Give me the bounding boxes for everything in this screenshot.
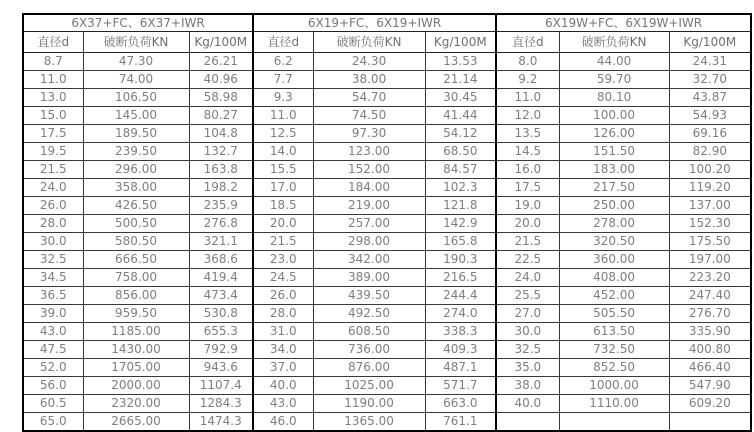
group-title-6x19w: 6X19W+FC、6X19W+IWR — [496, 14, 751, 32]
weight-cell: 1284.3 — [189, 395, 253, 413]
breaking-load-cell: 439.50 — [313, 287, 425, 305]
breaking-load-cell: 100.00 — [559, 107, 669, 125]
breaking-load-cell: 320.50 — [559, 233, 669, 251]
weight-cell: 244.4 — [425, 287, 496, 305]
breaking-load-cell: 189.50 — [83, 125, 189, 143]
breaking-load-cell: 492.50 — [313, 305, 425, 323]
weight-cell: 400.80 — [669, 341, 751, 359]
diameter-cell: 19.0 — [496, 197, 559, 215]
diameter-cell: 65.0 — [23, 413, 83, 432]
table-row — [23, 359, 751, 377]
breaking-load-cell: 360.00 — [559, 251, 669, 269]
diameter-cell: 17.5 — [23, 125, 83, 143]
breaking-load-cell: 54.70 — [313, 89, 425, 107]
weight-cell: 1474.3 — [189, 413, 253, 432]
weight-cell: 473.4 — [189, 287, 253, 305]
diameter-cell: 15.0 — [23, 107, 83, 125]
weight-cell: 571.7 — [425, 377, 496, 395]
breaking-load-cell: 389.00 — [313, 269, 425, 287]
diameter-cell: 13.5 — [496, 125, 559, 143]
breaking-load-cell: 876.00 — [313, 359, 425, 377]
breaking-load-cell: 342.00 — [313, 251, 425, 269]
diameter-cell: 47.5 — [23, 341, 83, 359]
breaking-load-cell: 106.50 — [83, 89, 189, 107]
breaking-load-cell: 123.00 — [313, 143, 425, 161]
breaking-load-cell: 608.50 — [313, 323, 425, 341]
breaking-load-cell: 1705.00 — [83, 359, 189, 377]
diameter-cell: 31.0 — [253, 323, 313, 341]
table-row — [23, 251, 751, 269]
diameter-cell: 11.0 — [496, 89, 559, 107]
diameter-cell: 43.0 — [253, 395, 313, 413]
breaking-load-cell: 1110.00 — [559, 395, 669, 413]
col-header-breaking-load: 破断负荷KN — [559, 32, 669, 53]
col-header-diameter: 直径d — [253, 32, 313, 53]
weight-cell: 58.98 — [189, 89, 253, 107]
breaking-load-cell: 2320.00 — [83, 395, 189, 413]
weight-cell: 43.87 — [669, 89, 751, 107]
table-row — [23, 125, 751, 143]
weight-cell: 547.90 — [669, 377, 751, 395]
diameter-cell: 24.0 — [23, 179, 83, 197]
weight-cell: 190.3 — [425, 251, 496, 269]
breaking-load-cell: 1365.00 — [313, 413, 425, 432]
breaking-load-cell: 239.50 — [83, 143, 189, 161]
weight-cell: 41.44 — [425, 107, 496, 125]
diameter-cell: 23.0 — [253, 251, 313, 269]
breaking-load-cell: 151.50 — [559, 143, 669, 161]
col-header-breaking-load: 破断负荷KN — [313, 32, 425, 53]
breaking-load-cell: 1430.00 — [83, 341, 189, 359]
breaking-load-cell: 505.50 — [559, 305, 669, 323]
breaking-load-cell: 296.00 — [83, 161, 189, 179]
breaking-load-cell: 408.00 — [559, 269, 669, 287]
breaking-load-cell: 97.30 — [313, 125, 425, 143]
diameter-cell: 28.0 — [253, 305, 313, 323]
breaking-load-cell: 24.30 — [313, 53, 425, 71]
breaking-load-cell: 613.50 — [559, 323, 669, 341]
diameter-cell: 25.5 — [496, 287, 559, 305]
breaking-load-cell: 74.50 — [313, 107, 425, 125]
table-row — [23, 89, 751, 107]
diameter-cell: 8.7 — [23, 53, 83, 71]
breaking-load-cell: 1025.00 — [313, 377, 425, 395]
breaking-load-cell: 666.50 — [83, 251, 189, 269]
breaking-load-cell: 758.00 — [83, 269, 189, 287]
diameter-cell: 36.5 — [23, 287, 83, 305]
diameter-cell: 14.0 — [253, 143, 313, 161]
weight-cell: 142.9 — [425, 215, 496, 233]
breaking-load-cell: 856.00 — [83, 287, 189, 305]
diameter-cell: 35.0 — [496, 359, 559, 377]
breaking-load-cell: 500.50 — [83, 215, 189, 233]
table-row — [23, 341, 751, 359]
table-row — [23, 71, 751, 89]
diameter-cell: 43.0 — [23, 323, 83, 341]
breaking-load-cell: 736.00 — [313, 341, 425, 359]
breaking-load-cell: 145.00 — [83, 107, 189, 125]
weight-cell: 530.8 — [189, 305, 253, 323]
weight-cell: 247.40 — [669, 287, 751, 305]
weight-cell: 24.31 — [669, 53, 751, 71]
weight-cell: 100.20 — [669, 161, 751, 179]
breaking-load-cell: 183.00 — [559, 161, 669, 179]
diameter-cell: 27.0 — [496, 305, 559, 323]
diameter-cell: 17.0 — [253, 179, 313, 197]
col-header-weight: Kg/100M — [669, 32, 751, 53]
table-row — [23, 107, 751, 125]
weight-cell: 54.12 — [425, 125, 496, 143]
weight-cell: 216.5 — [425, 269, 496, 287]
weight-cell: 235.9 — [189, 197, 253, 215]
diameter-cell: 12.0 — [496, 107, 559, 125]
table-row — [23, 377, 751, 395]
weight-cell: 152.30 — [669, 215, 751, 233]
diameter-cell: 11.0 — [253, 107, 313, 125]
table-row — [23, 305, 751, 323]
breaking-load-cell: 152.00 — [313, 161, 425, 179]
group-title-6x19: 6X19+FC、6X19+IWR — [253, 14, 496, 32]
diameter-cell: 9.3 — [253, 89, 313, 107]
weight-cell: 609.20 — [669, 395, 751, 413]
weight-cell: 792.9 — [189, 341, 253, 359]
table-row — [23, 215, 751, 233]
breaking-load-cell: 2665.00 — [83, 413, 189, 432]
diameter-cell: 60.5 — [23, 395, 83, 413]
weight-cell: 30.45 — [425, 89, 496, 107]
weight-cell: 761.1 — [425, 413, 496, 432]
table-row — [23, 233, 751, 251]
diameter-cell: 26.0 — [23, 197, 83, 215]
table-row — [23, 395, 751, 413]
diameter-cell: 12.5 — [253, 125, 313, 143]
table-row — [23, 53, 751, 71]
diameter-cell: 30.0 — [496, 323, 559, 341]
breaking-load-cell: 80.10 — [559, 89, 669, 107]
col-header-diameter: 直径d — [23, 32, 83, 53]
diameter-cell: 7.7 — [253, 71, 313, 89]
breaking-load-cell: 452.00 — [559, 287, 669, 305]
diameter-cell: 8.0 — [496, 53, 559, 71]
table-row — [23, 269, 751, 287]
diameter-cell: 15.5 — [253, 161, 313, 179]
diameter-cell: 21.5 — [496, 233, 559, 251]
breaking-load-cell: 44.00 — [559, 53, 669, 71]
diameter-cell: 20.0 — [253, 215, 313, 233]
diameter-cell: 26.0 — [253, 287, 313, 305]
weight-cell — [669, 413, 751, 432]
diameter-cell: 32.5 — [23, 251, 83, 269]
breaking-load-cell: 580.50 — [83, 233, 189, 251]
breaking-load-cell: 1190.00 — [313, 395, 425, 413]
breaking-load-cell: 1000.00 — [559, 377, 669, 395]
weight-cell: 121.8 — [425, 197, 496, 215]
diameter-cell: 14.5 — [496, 143, 559, 161]
breaking-load-cell — [559, 413, 669, 432]
table-row — [23, 287, 751, 305]
breaking-load-cell: 59.70 — [559, 71, 669, 89]
weight-cell: 487.1 — [425, 359, 496, 377]
col-header-breaking-load: 破断负荷KN — [83, 32, 189, 53]
diameter-cell: 52.0 — [23, 359, 83, 377]
breaking-load-cell: 219.00 — [313, 197, 425, 215]
weight-cell: 276.70 — [669, 305, 751, 323]
diameter-cell: 40.0 — [253, 377, 313, 395]
breaking-load-cell: 959.50 — [83, 305, 189, 323]
breaking-load-cell: 257.00 — [313, 215, 425, 233]
weight-cell: 132.7 — [189, 143, 253, 161]
weight-cell: 655.3 — [189, 323, 253, 341]
weight-cell: 163.8 — [189, 161, 253, 179]
weight-cell: 368.6 — [189, 251, 253, 269]
table-row — [23, 323, 751, 341]
diameter-cell: 16.0 — [496, 161, 559, 179]
weight-cell: 943.6 — [189, 359, 253, 377]
diameter-cell: 24.5 — [253, 269, 313, 287]
diameter-cell: 39.0 — [23, 305, 83, 323]
weight-cell: 223.20 — [669, 269, 751, 287]
diameter-cell: 40.0 — [496, 395, 559, 413]
breaking-load-cell: 278.00 — [559, 215, 669, 233]
weight-cell: 119.20 — [669, 179, 751, 197]
diameter-cell: 34.5 — [23, 269, 83, 287]
diameter-cell: 38.0 — [496, 377, 559, 395]
diameter-cell: 30.0 — [23, 233, 83, 251]
weight-cell: 54.93 — [669, 107, 751, 125]
weight-cell: 409.3 — [425, 341, 496, 359]
breaking-load-cell: 358.00 — [83, 179, 189, 197]
weight-cell: 335.90 — [669, 323, 751, 341]
weight-cell: 32.70 — [669, 71, 751, 89]
diameter-cell: 18.5 — [253, 197, 313, 215]
diameter-cell: 24.0 — [496, 269, 559, 287]
weight-cell: 466.40 — [669, 359, 751, 377]
col-header-weight: Kg/100M — [189, 32, 253, 53]
diameter-cell: 56.0 — [23, 377, 83, 395]
diameter-cell: 34.0 — [253, 341, 313, 359]
breaking-load-cell: 298.00 — [313, 233, 425, 251]
group-header-row — [23, 14, 751, 32]
weight-cell: 198.2 — [189, 179, 253, 197]
diameter-cell: 9.2 — [496, 71, 559, 89]
weight-cell: 69.16 — [669, 125, 751, 143]
weight-cell: 276.8 — [189, 215, 253, 233]
diameter-cell: 21.5 — [23, 161, 83, 179]
breaking-load-cell: 47.30 — [83, 53, 189, 71]
breaking-load-cell: 732.50 — [559, 341, 669, 359]
weight-cell: 102.3 — [425, 179, 496, 197]
weight-cell: 104.8 — [189, 125, 253, 143]
weight-cell: 84.57 — [425, 161, 496, 179]
table-row — [23, 143, 751, 161]
table-row — [23, 413, 751, 432]
column-header-row — [23, 32, 751, 53]
diameter-cell: 17.5 — [496, 179, 559, 197]
breaking-load-cell: 74.00 — [83, 71, 189, 89]
weight-cell: 80.27 — [189, 107, 253, 125]
diameter-cell: 28.0 — [23, 215, 83, 233]
breaking-load-cell: 217.50 — [559, 179, 669, 197]
breaking-load-cell: 2000.00 — [83, 377, 189, 395]
breaking-load-cell: 38.00 — [313, 71, 425, 89]
weight-cell: 21.14 — [425, 71, 496, 89]
breaking-load-cell: 852.50 — [559, 359, 669, 377]
weight-cell: 13.53 — [425, 53, 496, 71]
weight-cell: 40.96 — [189, 71, 253, 89]
table-row — [23, 197, 751, 215]
breaking-load-cell: 250.00 — [559, 197, 669, 215]
col-header-weight: Kg/100M — [425, 32, 496, 53]
weight-cell: 165.8 — [425, 233, 496, 251]
breaking-load-cell: 426.50 — [83, 197, 189, 215]
col-header-diameter: 直径d — [496, 32, 559, 53]
diameter-cell: 11.0 — [23, 71, 83, 89]
diameter-cell: 32.5 — [496, 341, 559, 359]
weight-cell: 175.50 — [669, 233, 751, 251]
diameter-cell: 13.0 — [23, 89, 83, 107]
diameter-cell: 37.0 — [253, 359, 313, 377]
breaking-load-cell: 184.00 — [313, 179, 425, 197]
group-title-6x37: 6X37+FC、6X37+IWR — [23, 14, 253, 32]
weight-cell: 274.0 — [425, 305, 496, 323]
breaking-load-cell: 1185.00 — [83, 323, 189, 341]
weight-cell: 338.3 — [425, 323, 496, 341]
diameter-cell: 21.5 — [253, 233, 313, 251]
diameter-cell — [496, 413, 559, 432]
wire-rope-spec-table — [22, 13, 752, 432]
table-row — [23, 179, 751, 197]
weight-cell: 197.00 — [669, 251, 751, 269]
breaking-load-cell: 126.00 — [559, 125, 669, 143]
weight-cell: 68.50 — [425, 143, 496, 161]
weight-cell: 1107.4 — [189, 377, 253, 395]
diameter-cell: 46.0 — [253, 413, 313, 432]
weight-cell: 137.00 — [669, 197, 751, 215]
weight-cell: 419.4 — [189, 269, 253, 287]
diameter-cell: 20.0 — [496, 215, 559, 233]
weight-cell: 82.90 — [669, 143, 751, 161]
diameter-cell: 19.5 — [23, 143, 83, 161]
table-row — [23, 161, 751, 179]
weight-cell: 321.1 — [189, 233, 253, 251]
diameter-cell: 6.2 — [253, 53, 313, 71]
weight-cell: 663.0 — [425, 395, 496, 413]
weight-cell: 26.21 — [189, 53, 253, 71]
diameter-cell: 22.5 — [496, 251, 559, 269]
